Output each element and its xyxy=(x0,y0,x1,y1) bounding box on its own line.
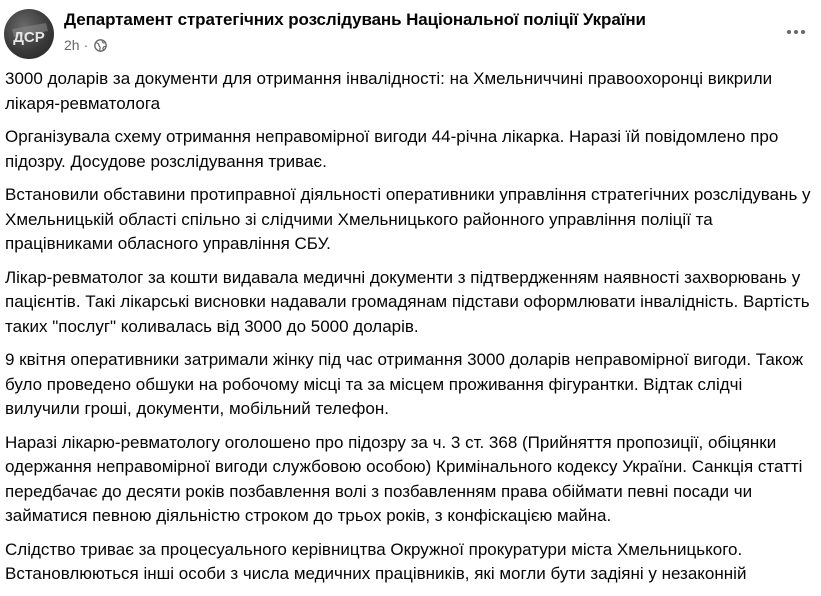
more-horizontal-icon xyxy=(787,30,791,34)
post-timestamp[interactable]: 2h xyxy=(64,37,80,53)
scrollbar[interactable] xyxy=(813,0,819,595)
avatar-logo xyxy=(4,9,54,59)
post-paragraph: Слідство триває за процесуального керівництва Окружної прокуратури міста Хмельницького. Встановлюються інші особи з числа медичних працівників, які могли бути задіяні у незаконній xyxy=(5,539,747,583)
post-paragraph: Організувала схему отримання неправомірної вигоди 44-річна лікарка. Наразі їй повідомлено про підозру. Досудове розслідування триває. xyxy=(5,127,779,171)
globe-icon[interactable] xyxy=(94,39,107,52)
post-paragraph: Встановили обставини протиправної діяльності оперативники управління стратегічних розслідувань у Хмельницькій області спільно зі слідчими Хмельницького районного управління поліції та працівниками обласного управління СБУ. xyxy=(5,185,811,253)
page-name-link[interactable]: Департамент стратегічних розслідувань Національної поліції України xyxy=(64,10,646,29)
more-options-button[interactable] xyxy=(784,20,808,44)
avatar-text: ДСР xyxy=(13,29,45,46)
page-avatar[interactable] xyxy=(4,9,54,59)
post-body xyxy=(5,67,811,596)
meta-separator: · xyxy=(83,37,89,53)
post-header xyxy=(0,0,821,66)
post-paragraph: 9 квітня оперативники затримали жінку під час отримання 3000 доларів неправомірної вигоди. Також було проведено обшуки на робочому місці та за місцем проживання фігурантки. Відтак слідчі вилучили гроші, документи, мобільний телефон. xyxy=(5,350,804,418)
post-paragraph: Лікар-ревматолог за кошти видавала медичні документи з підтвердженням наявності захворювань у пацієнтів. Такі лікарські висновки надавали громадянам підстави оформлювати інвалідність. Вартість таких "послуг" коливалась від 3000 до 5000 доларів. xyxy=(5,267,810,336)
post-paragraph: Наразі лікарю-ревматологу оголошено про підозру за ч. 3 ст. 368 (Прийняття пропозиції, обіцянки одержання неправомірної вигоди службовою особою) Кримінального кодексу України. Санкція статті передбачає до десяти років позбавлення волі з позбавленням права обіймати певні посади чи займатися певною діяльністю строком до трьох років, з конфіскацією майна. xyxy=(5,432,803,525)
post-meta xyxy=(64,37,107,53)
post-paragraph: 3000 доларів за документи для отримання інвалідності: на Хмельниччині правоохоронці викрили лікаря-ревматолога xyxy=(5,69,773,113)
